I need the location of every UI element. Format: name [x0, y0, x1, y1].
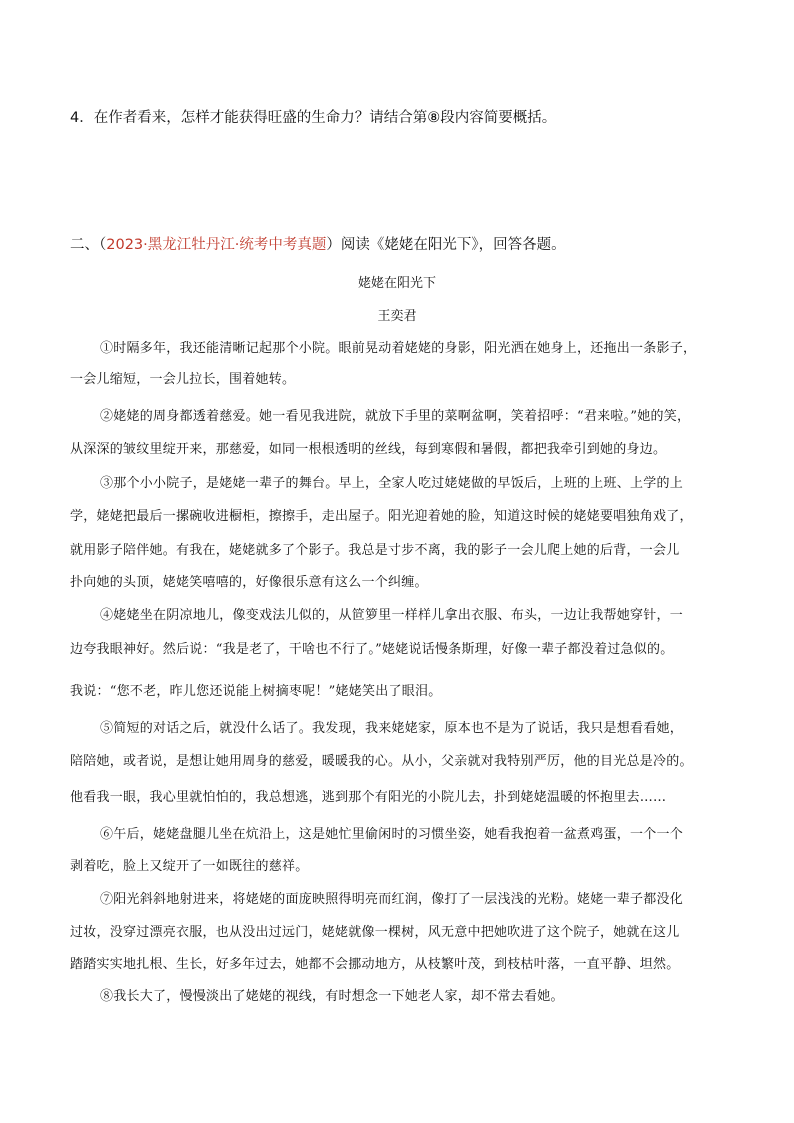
section-2-suffix: ）阅读《姥姥在阳光下》，回答各题。 — [326, 237, 566, 253]
paragraph-line: ④姥姥坐在阴凉地儿，像变戏法儿似的，从笸箩里一样样儿拿出衣服、布头，一边让我帮她穿针，一 — [100, 608, 684, 623]
question-4: 4．在作者看来，怎样才能获得旺盛的生命力？请结合第⑧段内容简要概括。 — [70, 110, 557, 126]
section-2-heading — [70, 233, 566, 254]
paragraph-line: 剥着吃，脸上又绽开了一如既往的慈祥。 — [70, 859, 309, 874]
paragraph-line: ⑧我长大了，慢慢淡出了姥姥的视线，有时想念一下她老人家，却不常去看她。 — [100, 989, 564, 1004]
paragraph-line: 学，姥姥把最后一摞碗收进橱柜，擦擦手，走出屋子。阳光迎着她的脸，知道这时候的姥姥要唱独角戏了， — [70, 509, 693, 524]
paragraph-line: 一会儿缩短，一会儿拉长，围着她转。 — [70, 372, 296, 387]
paragraph-line: ③那个小小院子，是姥姥一辈子的舞台。早上，全家人吃过姥姥做的早饭后，上班的上班、上学的上 — [100, 476, 684, 491]
paragraph-line: ②姥姥的周身都透着慈爱。她一看见我进院，就放下手里的菜啊盆啊，笑着招呼：“君来啦。”她的笑， — [100, 409, 691, 424]
paragraph-line: 我说：“您不老，昨儿您还说能上树摘枣呢！”姥姥笑出了眼泪。 — [70, 684, 442, 699]
article-author: 王奕君 — [377, 309, 417, 324]
paragraph-line: 从深深的皱纹里绽开来，那慈爱，如同一根根透明的丝线，每到寒假和暑假，都把我牵引到她的身边。 — [70, 442, 667, 457]
article-title: 姥姥在阳光下 — [357, 276, 436, 291]
exam-source: 2023·黑龙江牡丹江·统考中考真题 — [106, 237, 327, 253]
paragraph-line: ①时隔多年，我还能清晰记起那个小院。眼前晃动着姥姥的身影，阳光洒在她身上，还拖出一条影子， — [100, 341, 697, 356]
paragraph-line: 踏踏实实地扎根、生长，好多年过去，她都不会挪动地方，从枝繁叶茂，到枝枯叶落，一直平静、坦然。 — [70, 957, 680, 972]
paragraph-line: 陪陪她，或者说，是想让她用周身的慈爱，暖暖我的心。从小，父亲就对我特别严厉，他的目光总是冷的。 — [70, 754, 693, 769]
paragraph-line: 就用影子陪伴她。有我在，姥姥就多了个影子。我总是寸步不离，我的影子一会儿爬上她的后背，一会儿 — [70, 543, 680, 558]
paragraph-line: 扑向她的头顶，姥姥笑嘻嘻的，好像很乐意有这么一个纠缠。 — [70, 575, 428, 590]
paragraph-line: 边夸我眼神好。然后说：“我是老了，干啥也不行了。”姥姥说话慢条斯理，好像一辈子都没着过急似的。 — [70, 642, 674, 657]
paragraph-line: 他看我一眼，我心里就怕怕的，我总想逃，逃到那个有阳光的小院儿去，扑到姥姥温暖的怀抱里去…… — [70, 790, 667, 805]
paragraph-line: 过妆，没穿过漂亮衣服，也从没出过远门，姥姥就像一棵树，风无意中把她吹进了这个院子，她就在这儿 — [70, 925, 680, 940]
paragraph-line: ⑦阳光斜斜地射进来，将姥姥的面庞映照得明亮而红润，像打了一层浅浅的光粉。姥姥一辈子都没化 — [100, 892, 684, 907]
paragraph-line: ⑤简短的对话之后，就没什么话了。我发现，我来姥姥家，原本也不是为了说话，我只是想看看她， — [100, 721, 684, 736]
section-2-prefix: 二、（ — [70, 237, 107, 253]
paragraph-line: ⑥午后，姥姥盘腿儿坐在炕沿上，这是她忙里偷闲时的习惯坐姿，她看我抱着一盆煮鸡蛋，一个一个 — [100, 827, 684, 842]
